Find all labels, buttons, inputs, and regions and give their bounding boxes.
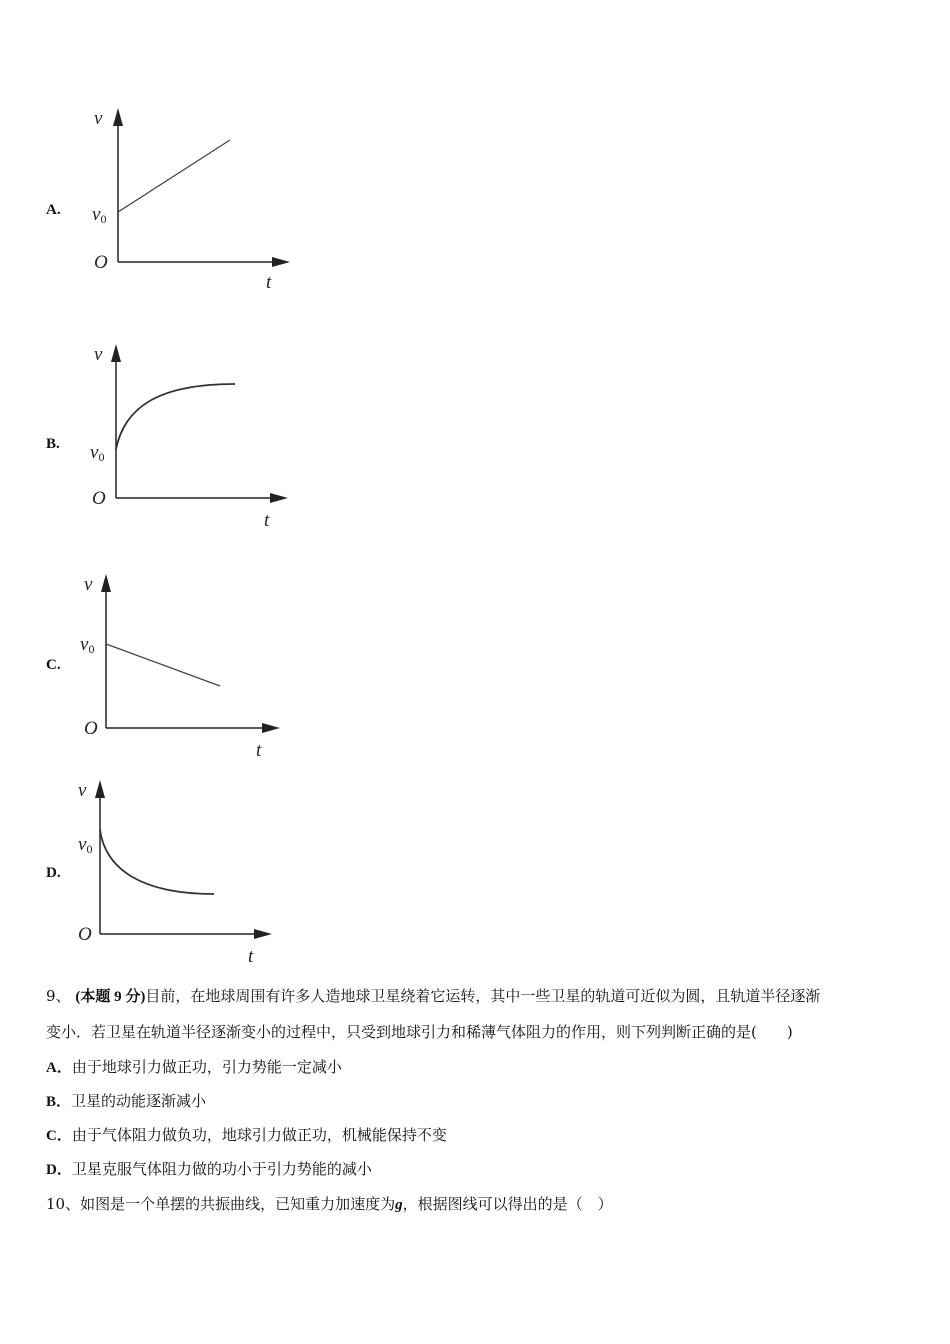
question-10: [46, 1194, 613, 1215]
question-9-line-2: 变小．若卫星在轨道半径逐渐变小的过程中，只受到地球引力和稀薄气体阻力的作用，则下列判断正确的是( ): [46, 1023, 793, 1041]
label-t: t: [264, 510, 270, 531]
label-v: v: [94, 344, 103, 365]
option-letter: B．: [46, 1094, 72, 1110]
label-t: t: [256, 740, 262, 761]
graph-b: [80, 336, 320, 536]
q9-option-b: [46, 1091, 206, 1112]
option-letter-b: B.: [46, 436, 60, 452]
q9-option-d: [46, 1159, 372, 1180]
label-origin: O: [94, 252, 108, 273]
option-letter: D．: [46, 1162, 72, 1178]
option-text: 卫星的动能逐渐减小: [71, 1092, 207, 1110]
option-text: 由于地球引力做正功，引力势能一定减小: [71, 1058, 342, 1076]
label-t: t: [248, 946, 254, 967]
question-9-line-1: [46, 986, 820, 1007]
label-v0: v0: [92, 204, 107, 226]
v-axis-arrow-icon: [113, 108, 123, 126]
v-axis-arrow-icon: [95, 780, 105, 798]
option-letter-a: A.: [46, 202, 61, 218]
option-letter: C．: [46, 1128, 72, 1144]
graph-c: [76, 566, 316, 766]
v-axis-arrow-icon: [111, 344, 121, 362]
option-letter-d: D.: [46, 865, 61, 881]
q9-option-c: [46, 1125, 447, 1146]
t-axis-arrow-icon: [262, 723, 280, 733]
q9-option-a: [46, 1057, 342, 1078]
t-axis-arrow-icon: [254, 929, 272, 939]
option-text: 卫星克服气体阻力做的功小于引力势能的减小: [71, 1160, 372, 1178]
label-origin: O: [78, 924, 92, 945]
graph-a: [80, 100, 320, 300]
label-v: v: [94, 108, 103, 129]
v-t-curve: [116, 384, 235, 449]
t-axis-arrow-icon: [270, 493, 288, 503]
option-text: 由于气体阻力做负功，地球引力做正功，机械能保持不变: [71, 1126, 447, 1144]
option-letter-c: C.: [46, 657, 61, 673]
label-t: t: [266, 272, 272, 293]
v-t-curve: [100, 830, 214, 894]
option-letter: A．: [46, 1060, 72, 1076]
question-10-text-before: 10、如图是一个单摆的共振曲线，已知重力加速度为: [46, 1195, 396, 1213]
t-axis-arrow-icon: [272, 257, 290, 267]
gravity-variable: g: [395, 1197, 403, 1213]
v-t-line: [118, 140, 230, 212]
graph-d: [76, 772, 316, 972]
label-v0: v0: [80, 634, 95, 656]
question-10-text-after: ，根据图线可以得出的是（ ）: [402, 1195, 613, 1213]
label-origin: O: [92, 488, 106, 509]
question-stem: 目前，在地球周围有许多人造地球卫星绕着它运转，其中一些卫星的轨道可近似为圆，且轨道半径逐渐: [145, 987, 821, 1005]
question-score: (本题 9 分): [75, 989, 146, 1005]
label-v0: v0: [90, 442, 105, 464]
v-t-line: [106, 644, 220, 686]
v-axis-arrow-icon: [101, 574, 111, 592]
label-v: v: [78, 780, 87, 801]
label-origin: O: [84, 718, 98, 739]
question-number: 9、: [46, 987, 71, 1005]
label-v0: v0: [78, 834, 93, 856]
label-v: v: [84, 574, 93, 595]
